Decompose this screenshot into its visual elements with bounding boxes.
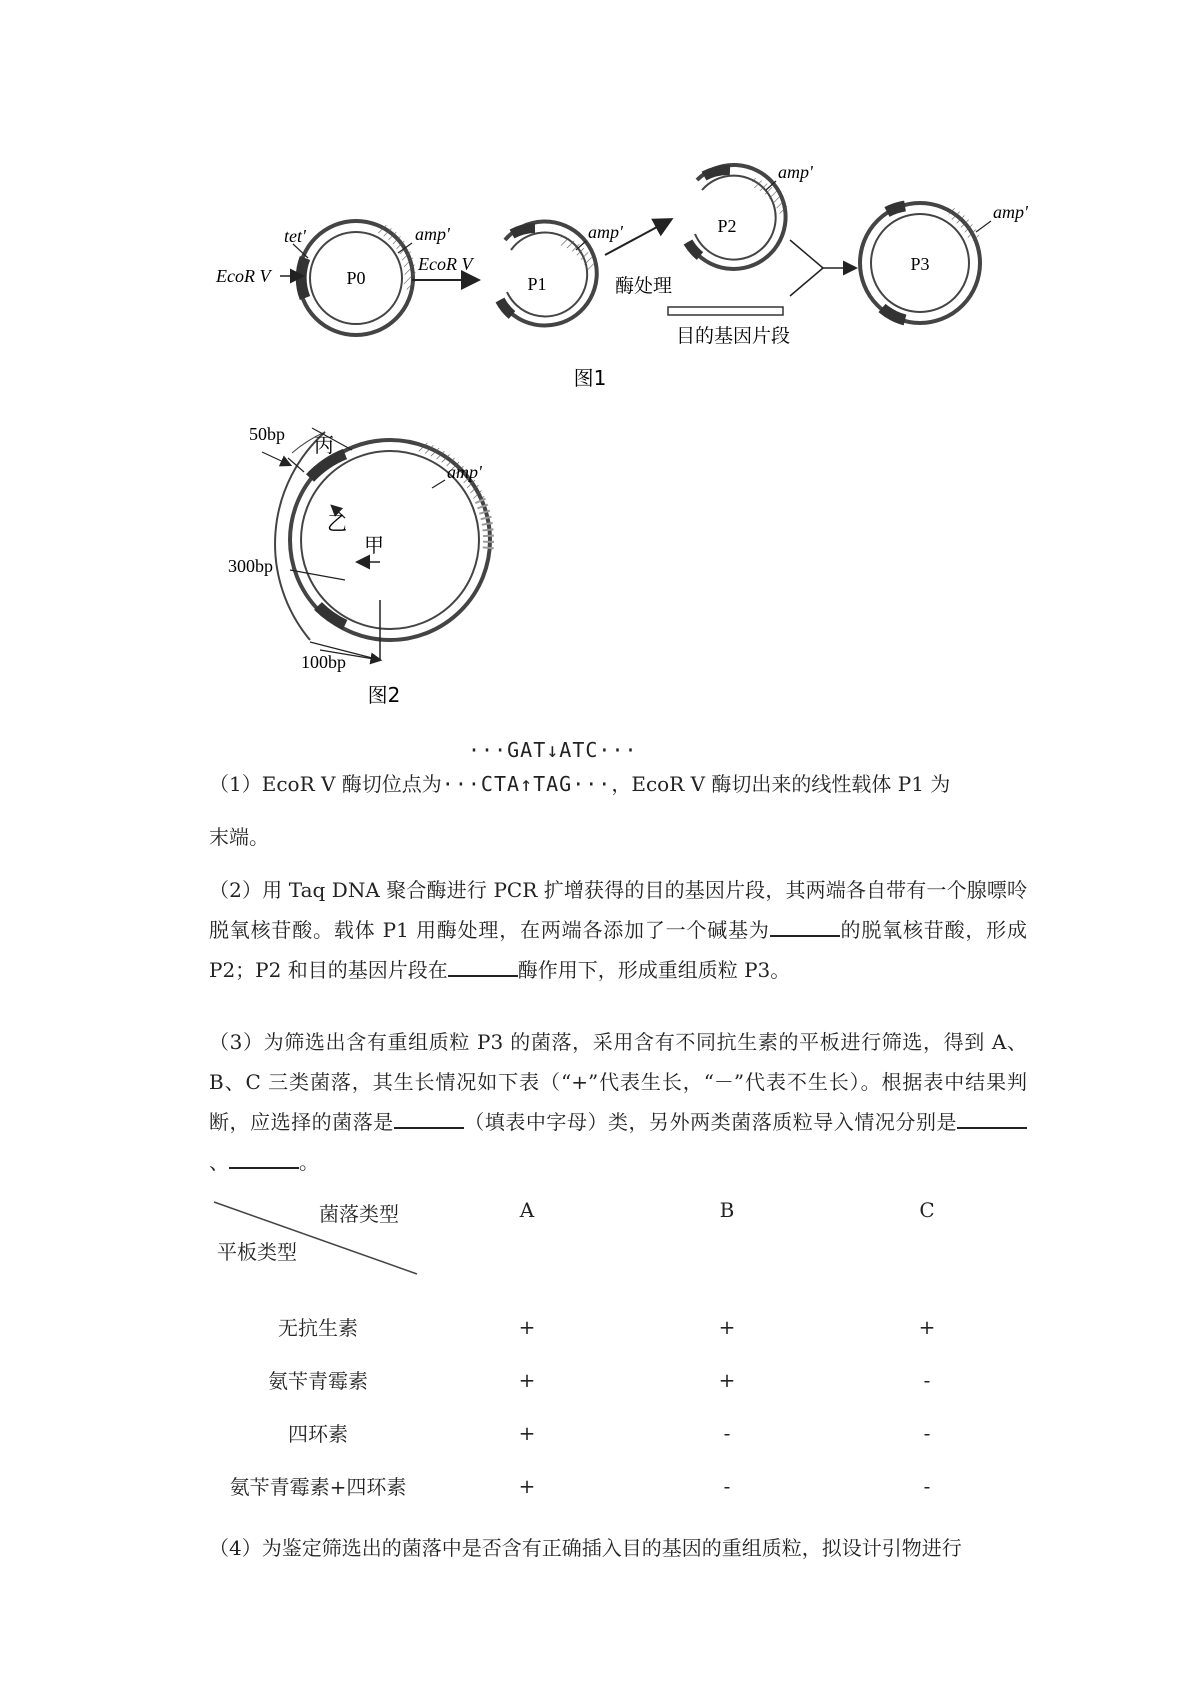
bing-label: 丙	[314, 433, 334, 457]
q2-blank-2[interactable]	[448, 957, 518, 977]
cut-site-bottom: ···CTA↑TAG···	[441, 772, 612, 796]
header-plate-type: 平板类型	[217, 1240, 297, 1264]
value-cell: +	[518, 1367, 536, 1392]
target-fragment-label: 目的基因片段	[676, 325, 791, 347]
amp-label-p1: amp'	[588, 222, 623, 242]
value-cell: -	[723, 1473, 731, 1498]
amp-label-p0: amp'	[415, 224, 450, 244]
col-header-b: B	[719, 1198, 735, 1222]
figure-2	[0, 420, 600, 720]
question-4: （4）为鉴定筛选出的菌落中是否含有正确插入目的基因的重组质粒，拟设计引物进行	[209, 1536, 962, 1560]
figure-1-caption: 图1	[573, 366, 607, 390]
value-cell: -	[923, 1473, 931, 1498]
value-cell: +	[518, 1420, 536, 1445]
q3-blank-1[interactable]	[394, 1109, 464, 1129]
value-cell: +	[518, 1473, 536, 1498]
q1-text-b: ，EcoR V 酶切出来的线性载体 P1 为	[611, 772, 951, 796]
q3-text-a: （3）为筛选出含有重组质粒 P3 的菌落，采用含有不同抗生素的平板进行筛选，得到 A、B、C 三类菌落，其生长情况如下表（“+”代表生长，“－”代表不生长）。根据表中结果判断，应选择的菌落是	[209, 1030, 1027, 1134]
value-cell: +	[718, 1367, 736, 1392]
q2-blank-1[interactable]	[770, 917, 840, 937]
question-1	[209, 764, 950, 804]
figure-2-caption: 图2	[367, 683, 401, 707]
figure-1	[0, 0, 1200, 410]
bp50-label: 50bp	[249, 424, 285, 444]
plate-cell: 氨苄青霉素	[268, 1369, 368, 1393]
tet-label: tet'	[284, 226, 306, 246]
table-row	[209, 1300, 1027, 1353]
header-colony-type: 菌落类型	[319, 1202, 399, 1226]
plasmid-p2	[688, 162, 814, 269]
table-row	[209, 1353, 1027, 1406]
q2-text-c: 酶作用下，形成重组质粒 P3。	[517, 958, 791, 982]
q1-text-c: 末端。	[209, 825, 269, 849]
q2-text-b: 的脱氧核苷酸，形成 P2；P2 和目的基因片段在	[209, 918, 1027, 982]
p2-label: P2	[717, 216, 737, 236]
question-3	[209, 1022, 1027, 1182]
p3-label: P3	[910, 254, 930, 274]
value-cell: -	[923, 1367, 931, 1392]
value-cell: -	[923, 1420, 931, 1445]
amp-label-fig2: amp'	[447, 462, 482, 482]
bp100-label: 100bp	[301, 652, 346, 672]
plasmid-p3	[860, 202, 1029, 323]
cut-site-top: ···GAT↓ATC···	[468, 738, 638, 762]
q2-text-a: （2）用 Taq DNA 聚合酶进行 PCR 扩增获得的目的基因片段，其两端各自带有一个腺嘌呤脱氧核苷酸。载体 P1 用酶处理，在两端各添加了一个碱基为	[209, 878, 1027, 942]
value-cell: -	[723, 1420, 731, 1445]
question-2	[209, 870, 1027, 990]
plate-cell: 无抗生素	[278, 1316, 358, 1340]
amp-label-p3: amp'	[993, 202, 1028, 222]
bp300-label: 300bp	[228, 556, 273, 576]
q3-text-d: 。	[299, 1150, 319, 1174]
table-row	[209, 1406, 1027, 1459]
p1-label: P1	[527, 274, 547, 294]
q3-blank-3[interactable]	[229, 1149, 299, 1169]
value-cell: +	[718, 1314, 736, 1339]
value-cell: +	[518, 1314, 536, 1339]
q3-text-b: （填表中字母）类，另外两类菌落质粒导入情况分别是	[463, 1110, 958, 1134]
col-header-a: A	[519, 1198, 535, 1222]
q3-text-c: 、	[209, 1150, 229, 1174]
target-fragment-bar	[668, 307, 783, 315]
table-diagonal-header	[209, 1198, 427, 1278]
amp-label-p2: amp'	[778, 162, 813, 182]
col-header-c: C	[919, 1198, 935, 1222]
plate-cell: 氨苄青霉素+四环素	[229, 1475, 407, 1499]
plate-cell: 四环素	[288, 1422, 348, 1446]
jia-label: 甲	[364, 533, 384, 557]
ecor-label-left: EcoR V	[216, 266, 271, 286]
plasmid-p1	[500, 222, 624, 326]
table-column-headers	[427, 1198, 1027, 1238]
value-cell: +	[918, 1314, 936, 1339]
yi-label: 乙	[327, 511, 347, 535]
results-table	[209, 1300, 1027, 1512]
p0-label: P0	[346, 268, 366, 288]
plasmid-p0	[215, 221, 451, 335]
q3-blank-2[interactable]	[957, 1109, 1027, 1129]
q1-text-a: （1）EcoR V 酶切位点为	[209, 772, 442, 796]
ecor-label-arrow: EcoR V	[418, 254, 473, 274]
enzyme-treatment-label: 酶处理	[615, 275, 673, 297]
table-row	[209, 1459, 1027, 1512]
